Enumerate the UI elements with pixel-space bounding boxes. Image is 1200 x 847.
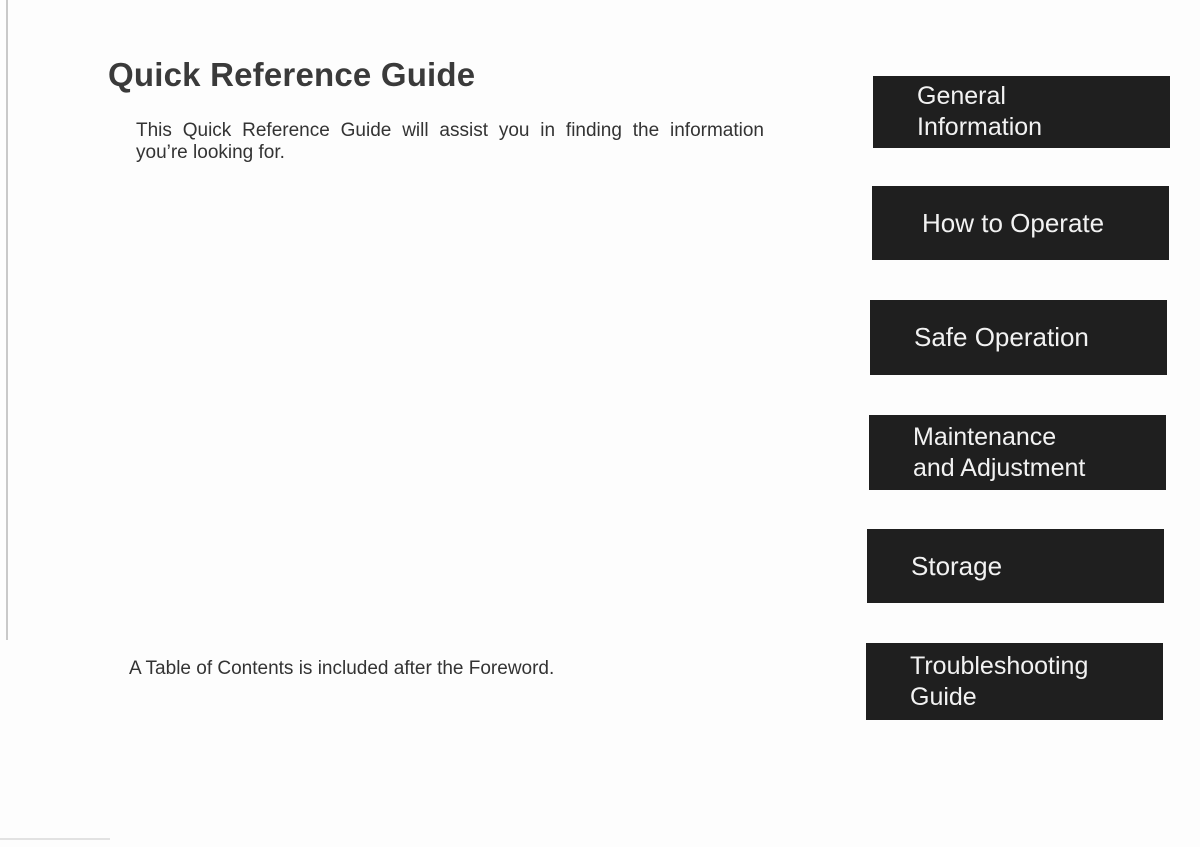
- tab-how-to-operate[interactable]: [872, 186, 1169, 260]
- tab-label: Safe Operation: [914, 322, 1089, 352]
- page-binding-edge: [6, 0, 8, 640]
- tab-label: Storage: [911, 550, 1003, 581]
- page-title: Quick Reference Guide: [108, 56, 476, 93]
- tab-label: Troubleshooting Guide: [910, 651, 1089, 711]
- tab-maintenance-and-adjustment[interactable]: [869, 415, 1166, 490]
- tab-general-information[interactable]: [873, 76, 1170, 148]
- tab-storage[interactable]: [867, 529, 1164, 603]
- page-bottom-mark: [0, 838, 110, 840]
- tab-label: How to Operate: [922, 207, 1105, 238]
- tab-label: Maintenance and Adjustment: [913, 422, 1086, 482]
- intro-paragraph: This Quick Reference Guide will assist you in finding the information you’re looking for.: [136, 120, 764, 163]
- tab-label: General Information: [917, 82, 1043, 141]
- tab-safe-operation[interactable]: [870, 300, 1167, 375]
- tab-troubleshooting-guide[interactable]: [866, 643, 1163, 720]
- table-of-contents-note: A Table of Contents is included after the Foreword.: [129, 658, 555, 679]
